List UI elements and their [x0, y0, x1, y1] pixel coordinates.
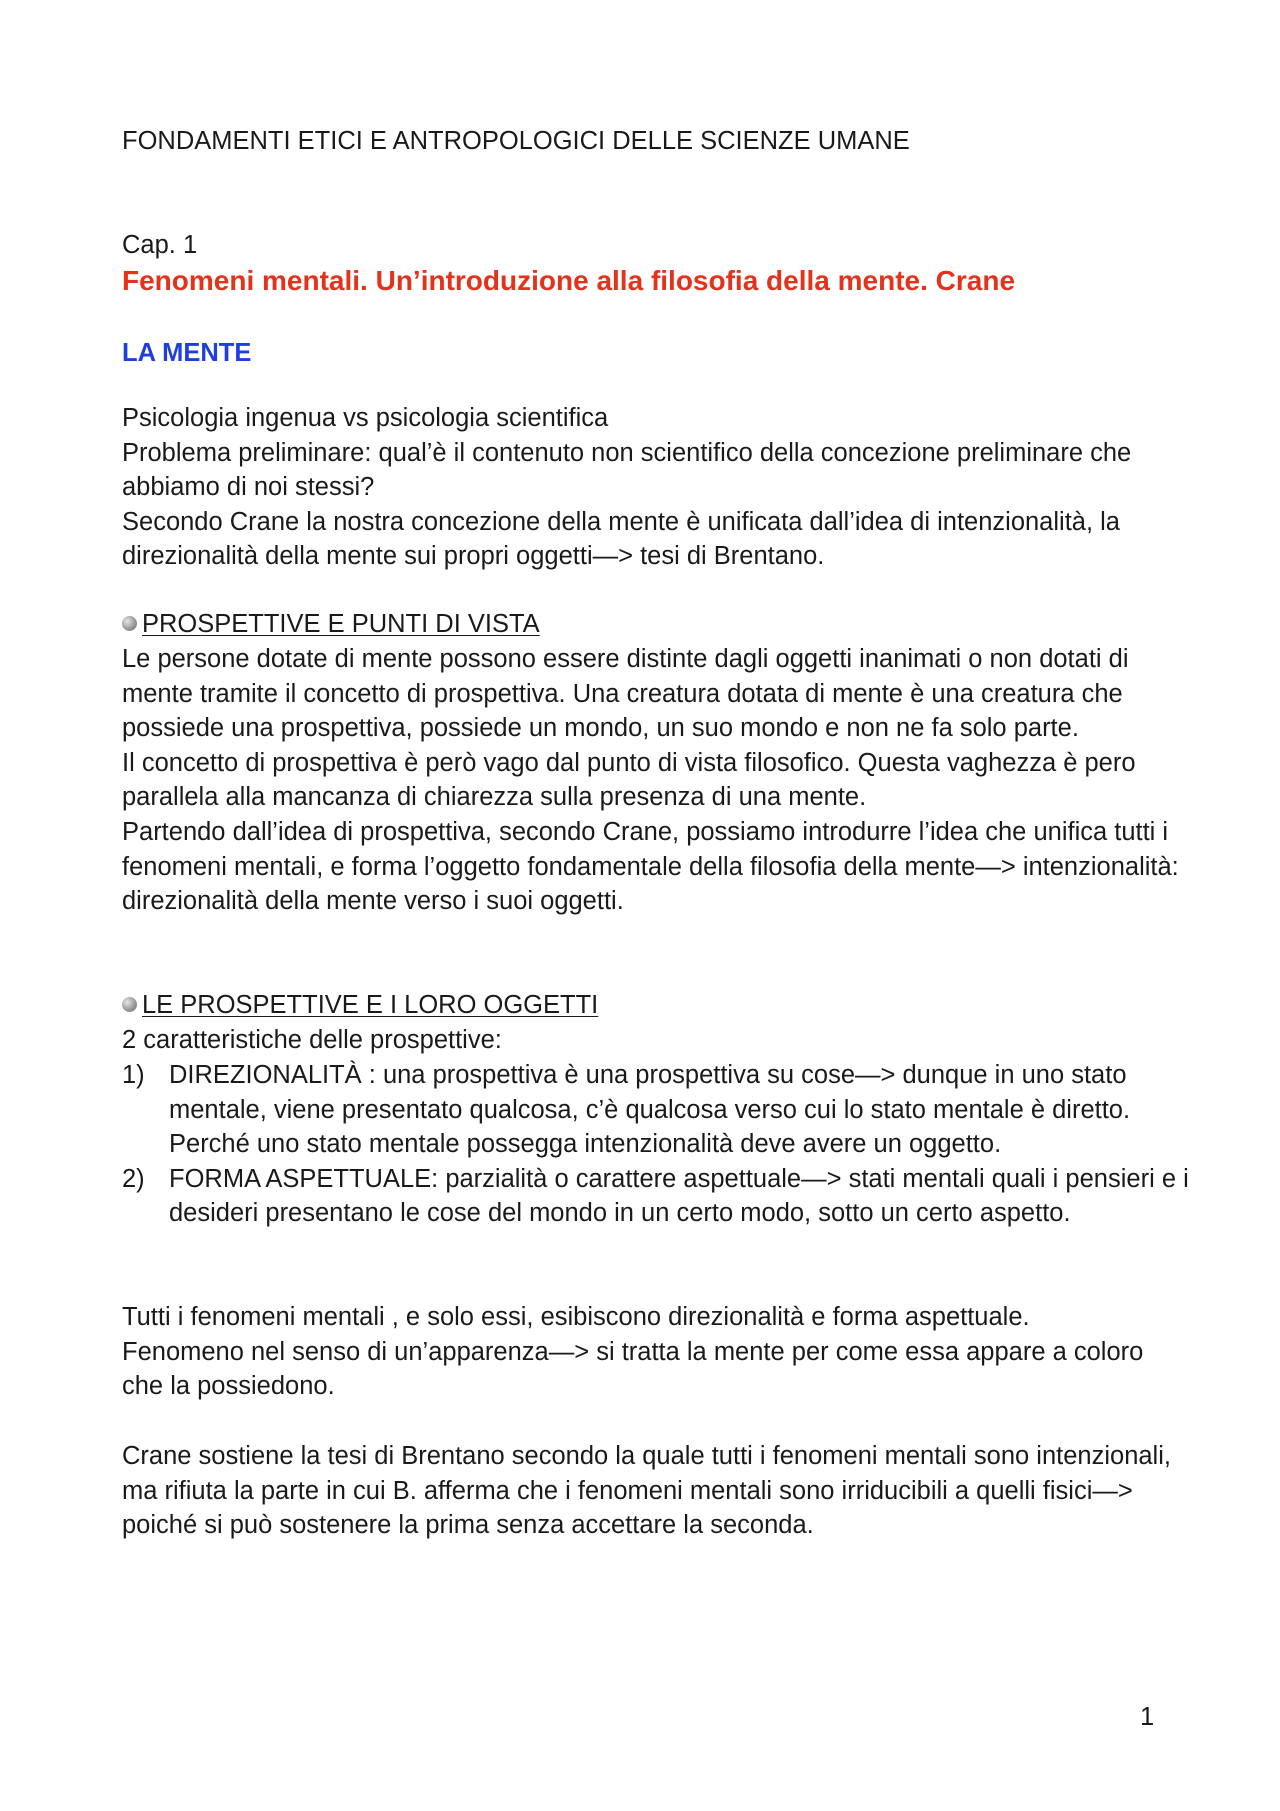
- closing-paragraph: Crane sostiene la tesi di Brentano secondo la quale tutti i fenomeni mentali sono intenzionali, ma rifiuta la parte in cui B. afferma che i fenomeni mentali sono irriducibili a quelli fisici—> poiché si può sostenere la prima senza accettare la seconda.: [122, 1442, 1171, 1540]
- bullet2-intro: 2 caratteristiche delle prospettive:: [122, 1026, 502, 1054]
- document-header: FONDAMENTI ETICI E ANTROPOLOGICI DELLE SCIENZE UMANE: [122, 127, 910, 155]
- list-item: [122, 1058, 1192, 1162]
- chapter-title: Fenomeni mentali. Un’introduzione alla filosofia della mente. Crane: [122, 265, 1016, 296]
- bullet-heading-oggetti: [122, 988, 598, 1023]
- list-item-text: DIREZIONALITÀ : una prospettiva è una prospettiva su cose—> dunque in uno stato mentale, viene presentato qualcosa, c’è qualcosa verso cui lo stato mentale è diretto. Perché uno stato mentale possegga intenzionalità deve avere un oggetto.: [169, 1061, 1131, 1159]
- bullet-heading-label: LE PROSPETTIVE E I LORO OGGETTI: [142, 991, 599, 1019]
- list-item-number: 2): [122, 1164, 145, 1193]
- numbered-list: [122, 1058, 1192, 1231]
- intro-paragraph: Psicologia ingenua vs psicologia scientifica Problema preliminare: qual’è il contenuto non scientifico della concezione preliminare che abbiamo di noi stessi? Secondo Crane la nostra concezione della mente è unificata dall’idea di intenzionalità, la direzionalità della mente sui propri oggetti—> tesi di Brentano.: [122, 404, 1132, 571]
- bullet-icon: [122, 997, 137, 1012]
- list-item-text: FORMA ASPETTUALE: parzialità o carattere aspettuale—> stati mentali quali i pensieri e i desideri presentano le cose del mondo in un certo modo, sotto un certo aspetto.: [169, 1164, 1189, 1228]
- page-number: 1: [1140, 1703, 1155, 1731]
- bullet-heading-label: PROSPETTIVE E PUNTI DI VISTA: [142, 610, 540, 638]
- bullet-heading-prospettive: [122, 607, 540, 642]
- chapter-label: Cap. 1: [122, 231, 198, 259]
- bullet2-after-paragraph: Tutti i fenomeni mentali , e solo essi, esibiscono direzionalità e forma aspettuale. Fenomeno nel senso di un’apparenza—> si tratta la mente per come essa appare a coloro che la possiedono.: [122, 1303, 1144, 1401]
- list-item: [122, 1162, 1192, 1231]
- section-title: LA MENTE: [122, 339, 252, 367]
- list-item-number: 1): [122, 1061, 145, 1089]
- bullet1-paragraph: Le persone dotate di mente possono essere distinte dagli oggetti inanimati o non dotati di mente tramite il concetto di prospettiva. Una creatura dotata di mente è una creatura che possiede una prospettiva, possiede un mondo, un suo mondo e non ne fa solo parte. Il concetto di prospettiva è però vago dal punto di vista filosofico. Questa vaghezza è pero parallela alla mancanza di chiarezza sulla presenza di una mente. Partendo dall’idea di prospettiva, secondo Crane, possiamo introdurre l’idea che unifica tutti i fenomeni mentali, e forma l’oggetto fondamentale della filosofia della mente—> intenzionalità: direzionalità della mente verso i suoi oggetti.: [122, 645, 1179, 916]
- bullet-icon: [122, 616, 137, 631]
